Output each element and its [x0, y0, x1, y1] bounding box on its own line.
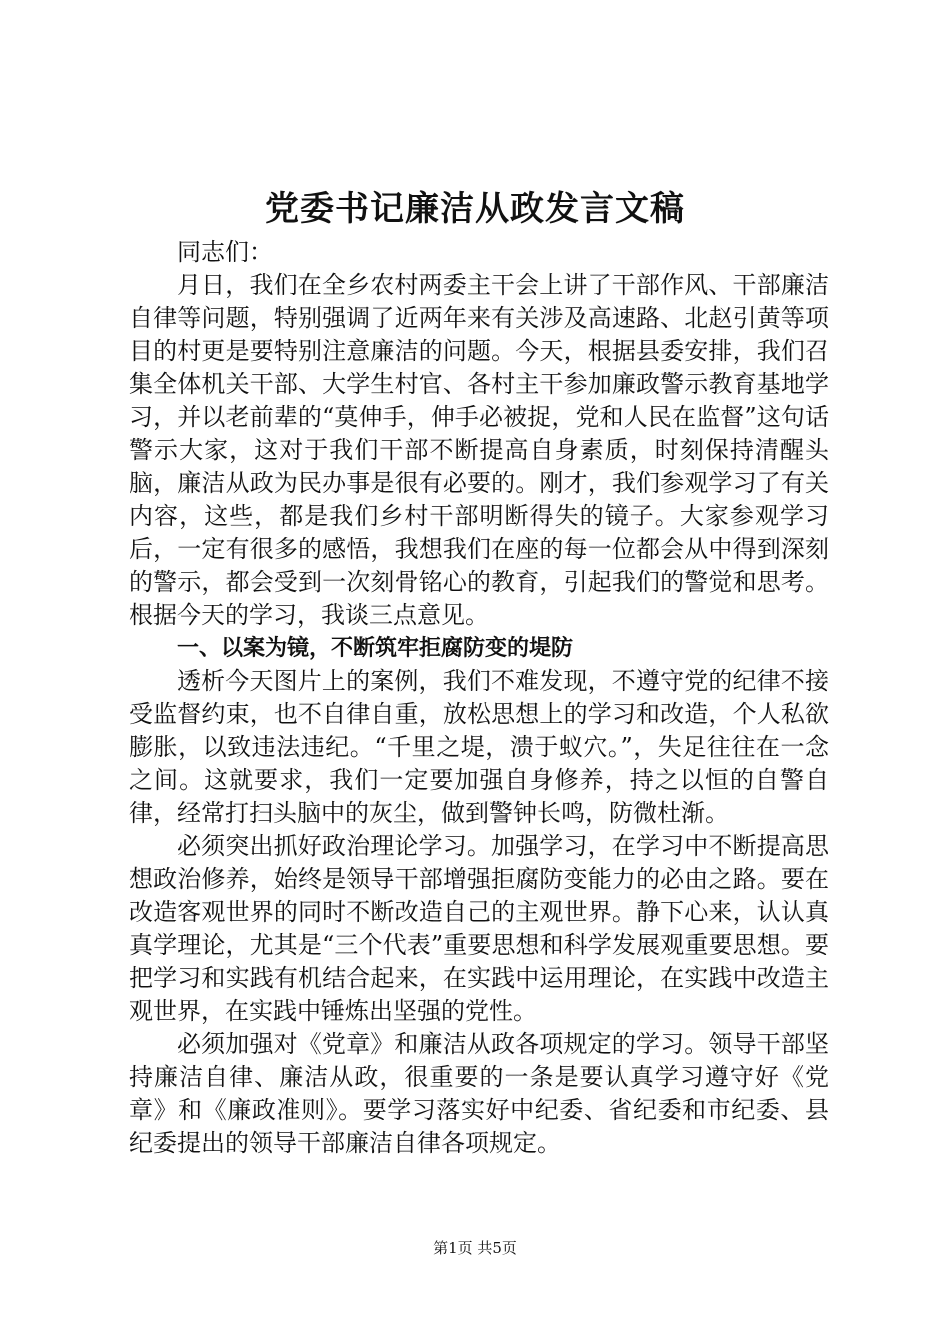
document-title: 党委书记廉洁从政发言文稿 — [265, 189, 685, 229]
section-paragraph: 必须加强对《党章》和廉洁从政各项规定的学习。领导干部坚持廉洁自律、廉洁从政，很重要的一条是要认真学习遵守好《党章》和《廉政准则》。要学习落实好中纪委、省纪委和市纪委、县纪委提出的领导干部廉洁自律各项规定。 — [129, 1030, 829, 1157]
section-paragraph: 透析今天图片上的案例，我们不难发现，不遵守党的纪律不接受监督约束，也不自律自重，放松思想上的学习和改造，个人私欲膨胀，以致违法违纪。“千里之堤，溃于蚁穴。”，失足往往在一念之间。这就要求，我们一定要加强自身修养，持之以恒的自警自律，经常打扫头脑中的灰尘，做到警钟长鸣，防微杜渐。 — [129, 667, 829, 827]
page-footer: 第1页 共5页 — [433, 1239, 517, 1257]
intro-paragraph: 月日，我们在全乡农村两委主干会上讲了干部作风、干部廉洁自律等问题，特别强调了近两年来有关涉及高速路、北赵引黄等项目的村更是要特别注意廉洁的问题。今天，根据县委安排，我们召集全体机关干部、大学生村官、各村主干参加廉政警示教育基地学习，并以老前辈的“莫伸手，伸手必被捉，党和人民在监督”这句话警示大家，这对于我们干部不断提高自身素质，时刻保持清醒头脑，廉洁从政为民办事是很有必要的。刚才，我们参观学习了有关内容，这些，都是我们乡村干部明断得失的镜子。大家参观学习后，一定有很多的感悟，我想我们在座的每一位都会从中得到深刻的警示，都会受到一次刻骨铭心的教育，引起我们的警觉和思考。根据今天的学习，我谈三点意见。 — [129, 271, 829, 629]
section-paragraph: 必须突出抓好政治理论学习。加强学习，在学习中不断提高思想政治修养，始终是领导干部增强拒腐防变能力的必由之路。要在改造客观世界的同时不断改造自己的主观世界。静下心来，认认真真学理论，尤其是“三个代表”重要思想和科学发展观重要思想。要把学习和实践有机结合起来，在实践中运用理论，在实践中改造主观世界，在实践中锤炼出坚强的党性。 — [129, 832, 829, 1025]
section-heading: 一、以案为镜，不断筑牢拒腐防变的堤防 — [177, 636, 574, 661]
document-body — [129, 236, 829, 1160]
salutation: 同志们： — [177, 238, 273, 266]
